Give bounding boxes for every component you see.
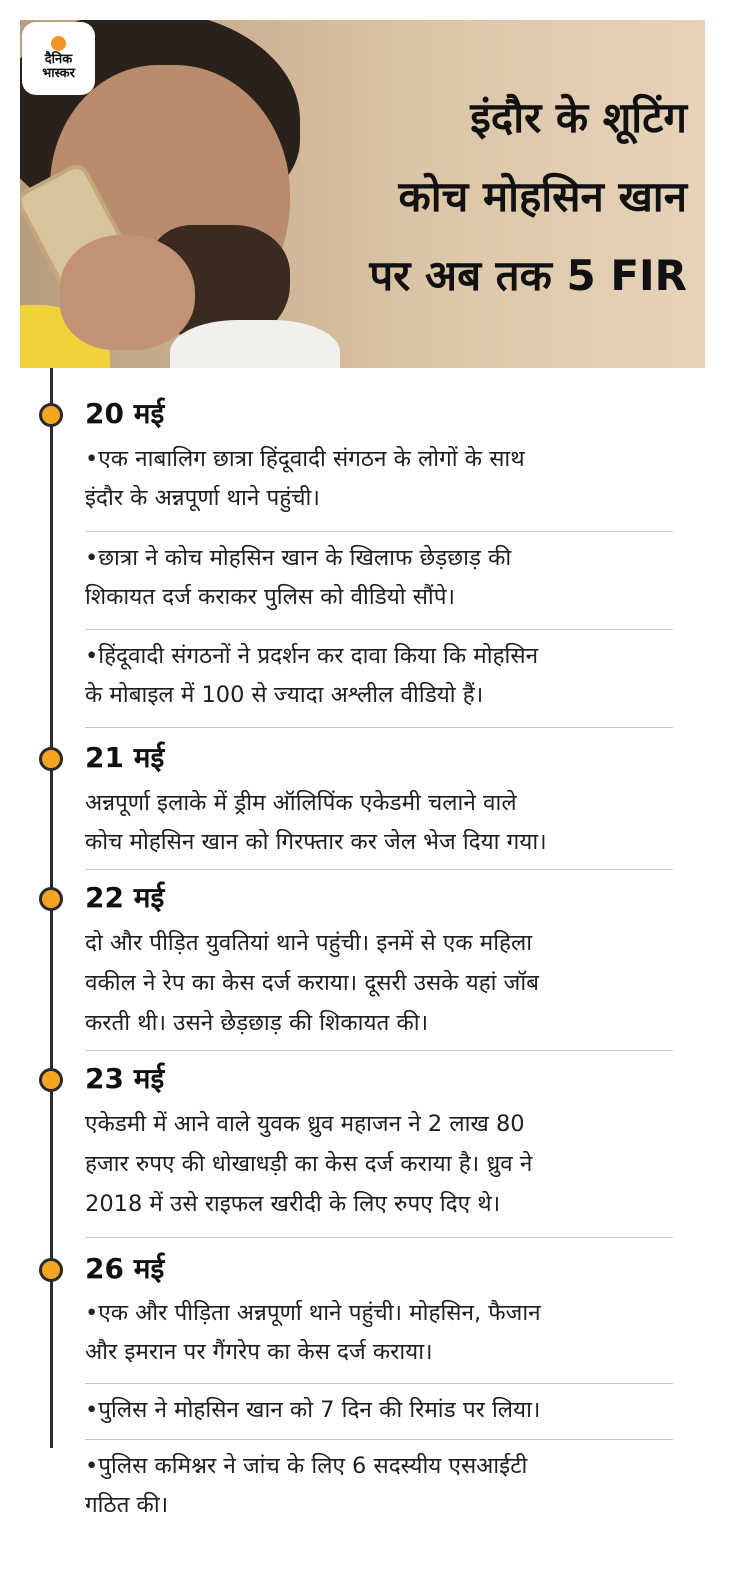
timeline-item-text: • एक नाबालिग छात्रा हिंदूवादी संगठन के लोगों के साथ (85, 440, 685, 479)
divider (85, 1050, 673, 1051)
timeline-item-text: करती थी। उसने छेड़छाड़ की शिकायत की। (85, 1010, 429, 1036)
headline-line-1: इंदौर के शूटिंग (470, 93, 687, 142)
divider (85, 629, 673, 630)
headline (369, 78, 687, 315)
timeline-date-may-26: 26 मई (85, 1252, 165, 1285)
divider (85, 869, 673, 870)
timeline-date-may-21: 21 मई (85, 741, 165, 774)
logo-text-line2: भास्कर (42, 66, 75, 81)
timeline-item-text: शिकायत दर्ज कराकर पुलिस को वीडियो सौंपे। (85, 584, 456, 610)
headline-line-3: पर अब तक 5 FIR (369, 251, 687, 300)
timeline-item-text: कोच मोहसिन खान को गिरफ्तार कर जेल भेज दिया गया। (85, 829, 547, 855)
timeline-dot (39, 403, 63, 427)
photo-hand (60, 235, 195, 350)
sun-icon (51, 36, 66, 51)
timeline-item-text: • एक और पीड़िता अन्नपूर्णा थाने पहुंची। मोहसिन, फैजान (85, 1294, 685, 1333)
logo-text-line1: दैनिक (44, 52, 73, 67)
timeline-item-text: एकेडमी में आने वाले युवक ध्रुव महाजन ने 2 लाख 80 (85, 1111, 525, 1137)
divider (85, 727, 673, 728)
timeline-item-text: के मोबाइल में 100 से ज्यादा अश्लील वीडियो हैं। (85, 682, 484, 708)
dainik-bhaskar-logo (22, 22, 95, 95)
timeline-dot (39, 747, 63, 771)
divider (85, 531, 673, 532)
timeline-dot (39, 1068, 63, 1092)
divider (85, 1439, 673, 1440)
timeline-item-text: अन्नपूर्णा इलाके में ड्रीम ऑलिपिंक एकेडमी चलाने वाले (85, 790, 517, 816)
timeline-date-may-23: 23 मई (85, 1062, 165, 1095)
timeline-date-may-22: 22 मई (85, 881, 165, 914)
timeline-item-text: दो और पीड़ित युवतियां थाने पहुंची। इनमें से एक महिला (85, 930, 533, 956)
hero-banner (20, 20, 705, 368)
timeline-item-text: 2018 में उसे राइफल खरीदी के लिए रुपए दिए थे। (85, 1191, 501, 1217)
headline-line-2: कोच मोहसिन खान (398, 172, 687, 221)
divider (85, 1237, 673, 1238)
timeline-item-text: इंदौर के अन्नपूर्णा थाने पहुंची। (85, 485, 320, 511)
timeline-item-text: • पुलिस कमिश्नर ने जांच के लिए 6 सदस्यीय एसआईटी (85, 1447, 685, 1486)
timeline-item-text: हजार रुपए की धोखाधड़ी का केस दर्ज कराया है। ध्रुव ने (85, 1151, 533, 1177)
timeline-item-text: गठित की। (85, 1492, 169, 1518)
photo-shirt-white (170, 320, 340, 368)
timeline-item-text: • छात्रा ने कोच मोहसिन खान के खिलाफ छेड़छाड़ की (85, 539, 685, 578)
timeline-item-text: वकील ने रेप का केस दर्ज कराया। दूसरी उसके यहां जॉब (85, 970, 540, 996)
timeline-dot (39, 887, 63, 911)
timeline-dot (39, 1258, 63, 1282)
divider (85, 1383, 673, 1384)
timeline-item-text: • पुलिस ने मोहसिन खान को 7 दिन की रिमांड पर लिया। (85, 1391, 685, 1430)
timeline-item-text: और इमरान पर गैंगरेप का केस दर्ज कराया। (85, 1339, 433, 1365)
timeline-item-text: • हिंदूवादी संगठनों ने प्रदर्शन कर दावा किया कि मोहसिन (85, 637, 685, 676)
timeline-date-may-20: 20 मई (85, 397, 165, 430)
